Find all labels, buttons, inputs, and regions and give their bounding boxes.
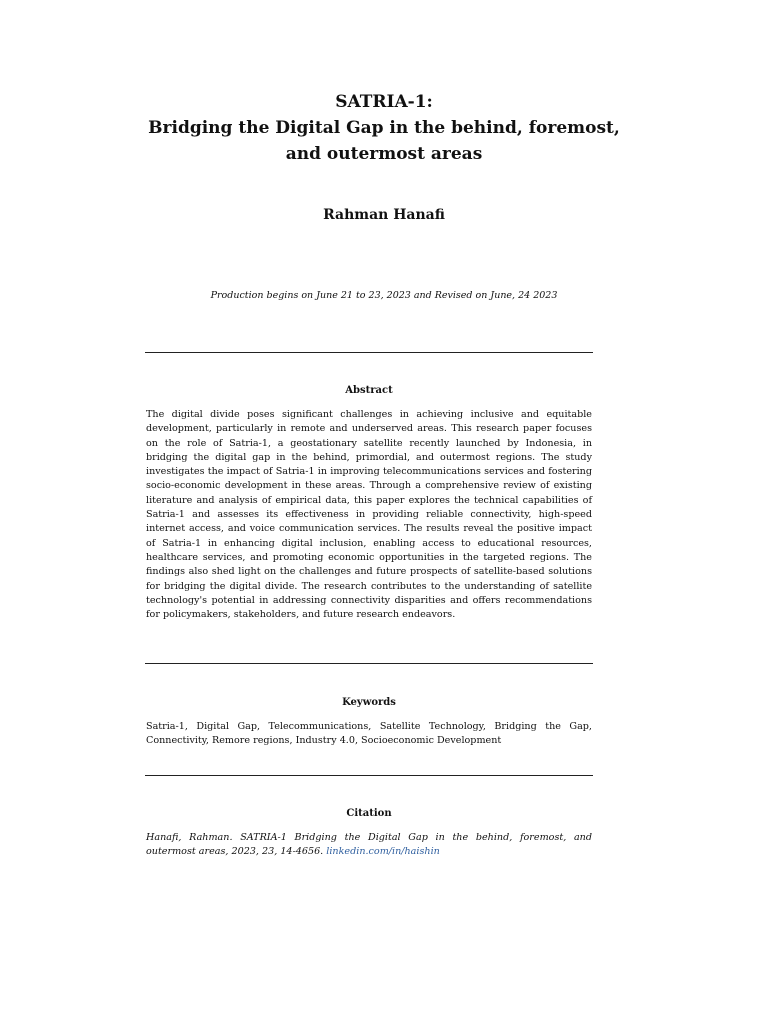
title-line-3: and outermost areas	[285, 144, 483, 164]
keywords-heading: Keywords	[342, 697, 396, 708]
title-line-2: Bridging the Digital Gap in the behind, foremost,	[148, 118, 620, 138]
citation-text	[146, 831, 592, 860]
linkedin-link[interactable]: linkedin.com/in/haishin	[326, 846, 440, 858]
author-name: Rahman Hanafi	[323, 207, 445, 223]
abstract-text: The digital divide poses significant challenges in achieving inclusive and equitable development, particularly in remote and underserved areas. This research paper focuses on the role of Satria-1, a geostationary satellite recently launched by Indonesia, in bridging the digital gap in the behind, primordial, and outermost regions. The study investigates the impact of Satria-1 in improving telecommunications services and fostering socio-economic development in these areas. Through a comprehensive review of existing literature and analysis of empirical data, this paper explores the technical capabilities of Satria-1 and assesses its effectiveness in providing reliable connectivity, high-speed internet access, and voice communication services. The results reveal the positive impact of Satria-1 in enhancing digital inclusion, enabling access to educational resources, healthcare services, and promoting economic opportunities in the targeted regions. The findings also shed light on the challenges and future prospects of satellite-based solutions for bridging the digital divide. The research contributes to the understanding of satellite technology's potential in addressing connectivity disparities and offers recommendations for policymakers, stakeholders, and future research endeavors.	[146, 409, 592, 621]
citation-body: Hanafi, Rahman. SATRIA-1 Bridging the Digital Gap in the behind, foremost, and outermost areas, 2023, 23, 14-4656.	[146, 832, 592, 858]
divider-top	[145, 352, 593, 353]
divider-abstract	[145, 663, 593, 664]
abstract-heading: Abstract	[345, 385, 393, 396]
title-line-1: SATRIA-1:	[335, 92, 433, 112]
paper-title	[100, 89, 668, 167]
keywords-text: Satria-1, Digital Gap, Telecommunications, Satellite Technology, Bridging the Gap, Connectivity, Remore regions, Industry 4.0, Socioeconomic Development	[146, 721, 592, 747]
production-note: Production begins on June 21 to 23, 2023 and Revised on June, 24 2023	[210, 290, 558, 301]
divider-keywords	[145, 775, 593, 776]
citation-heading: Citation	[346, 808, 392, 819]
